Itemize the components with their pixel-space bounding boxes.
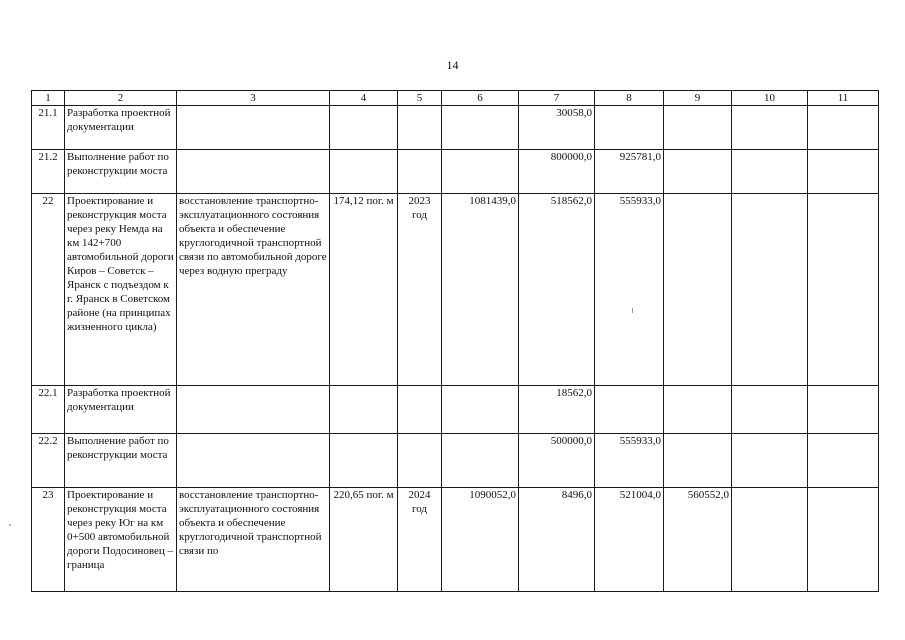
row-number: 22.2 xyxy=(32,434,65,488)
object-name: Разработка проектной документации xyxy=(65,106,177,150)
object-name: Проектирование и реконструкция моста через реку Юг на км 0+500 автомобильной дороги Подосиновец – граница xyxy=(65,488,177,592)
estimated-cost xyxy=(442,434,519,488)
object-purpose xyxy=(177,150,330,194)
object-purpose xyxy=(177,434,330,488)
amount-col-8 xyxy=(595,386,664,434)
amount-col-8: 925781,0 xyxy=(595,150,664,194)
amount-col-7: 500000,0 xyxy=(519,434,595,488)
row-number: 22.1 xyxy=(32,386,65,434)
column-header: 9 xyxy=(664,91,732,106)
column-header: 8 xyxy=(595,91,664,106)
amount-col-11 xyxy=(808,488,879,592)
column-header: 5 xyxy=(398,91,442,106)
table-row xyxy=(32,150,879,194)
amount-col-8 xyxy=(595,106,664,150)
amount-col-9: 560552,0 xyxy=(664,488,732,592)
row-number: 23 xyxy=(32,488,65,592)
amount-col-10 xyxy=(732,386,808,434)
table-row xyxy=(32,488,879,592)
amount-col-9 xyxy=(664,106,732,150)
amount-col-8: 555933,0 xyxy=(595,434,664,488)
amount-col-8: 555933,0 xyxy=(595,194,664,386)
amount-col-9 xyxy=(664,194,732,386)
object-purpose xyxy=(177,106,330,150)
amount-col-10 xyxy=(732,488,808,592)
column-header: 7 xyxy=(519,91,595,106)
header-row xyxy=(32,91,879,106)
object-name: Проектирование и реконструкция моста через реку Немда на км 142+700 автомобильной дороги Киров – Советск – Яранск с подъездом к г. Яранск в Советском районе (на принципах жизненного цикла) xyxy=(65,194,177,386)
column-header: 2 xyxy=(65,91,177,106)
amount-col-7: 18562,0 xyxy=(519,386,595,434)
amount-col-11 xyxy=(808,194,879,386)
column-header: 6 xyxy=(442,91,519,106)
column-header: 3 xyxy=(177,91,330,106)
table-row xyxy=(32,106,879,150)
column-header: 10 xyxy=(732,91,808,106)
object-capacity xyxy=(330,150,398,194)
estimated-cost: 1081439,0 xyxy=(442,194,519,386)
commission-year xyxy=(398,106,442,150)
amount-col-7: 30058,0 xyxy=(519,106,595,150)
object-capacity: 220,65 пог. м xyxy=(330,488,398,592)
object-name: Выполнение работ по реконструкции моста xyxy=(65,150,177,194)
estimated-cost: 1090052,0 xyxy=(442,488,519,592)
estimated-cost xyxy=(442,386,519,434)
estimated-cost xyxy=(442,106,519,150)
amount-col-11 xyxy=(808,386,879,434)
column-header: 1 xyxy=(32,91,65,106)
row-number: 22 xyxy=(32,194,65,386)
amount-col-10 xyxy=(732,150,808,194)
estimated-cost xyxy=(442,150,519,194)
object-capacity xyxy=(330,106,398,150)
object-name: Разработка проектной документации xyxy=(65,386,177,434)
amount-col-10 xyxy=(732,194,808,386)
table-row xyxy=(32,194,879,386)
amount-col-10 xyxy=(732,106,808,150)
row-number: 21.1 xyxy=(32,106,65,150)
amount-col-8: 521004,0 xyxy=(595,488,664,592)
commission-year xyxy=(398,434,442,488)
amount-col-7: 8496,0 xyxy=(519,488,595,592)
amount-col-9 xyxy=(664,150,732,194)
amount-col-9 xyxy=(664,434,732,488)
commission-year xyxy=(398,150,442,194)
column-header: 4 xyxy=(330,91,398,106)
object-name: Выполнение работ по реконструкции моста xyxy=(65,434,177,488)
amount-col-11 xyxy=(808,106,879,150)
amount-col-9 xyxy=(664,386,732,434)
amount-col-10 xyxy=(732,434,808,488)
table-row xyxy=(32,386,879,434)
amount-col-7: 800000,0 xyxy=(519,150,595,194)
column-header: 11 xyxy=(808,91,879,106)
amount-col-7: 518562,0 xyxy=(519,194,595,386)
object-capacity xyxy=(330,434,398,488)
amount-col-11 xyxy=(808,150,879,194)
scan-speck xyxy=(9,524,11,526)
commission-year xyxy=(398,386,442,434)
amount-col-11 xyxy=(808,434,879,488)
object-purpose xyxy=(177,386,330,434)
object-capacity: 174,12 пог. м xyxy=(330,194,398,386)
table-row xyxy=(32,434,879,488)
investment-objects-table xyxy=(31,90,879,592)
row-number: 21.2 xyxy=(32,150,65,194)
commission-year: 2024 год xyxy=(398,488,442,592)
object-purpose: восстановление транспортно-эксплуатационного состояния объекта и обеспечение круглогодичной транспортной связи по автомобильной дороге через водную преграду xyxy=(177,194,330,386)
page-number: 14 xyxy=(446,58,459,72)
object-purpose: восстановление транспортно-эксплуатационного состояния объекта и обеспечение круглогодичной транспортной связи по xyxy=(177,488,330,592)
object-capacity xyxy=(330,386,398,434)
commission-year: 2023 год xyxy=(398,194,442,386)
